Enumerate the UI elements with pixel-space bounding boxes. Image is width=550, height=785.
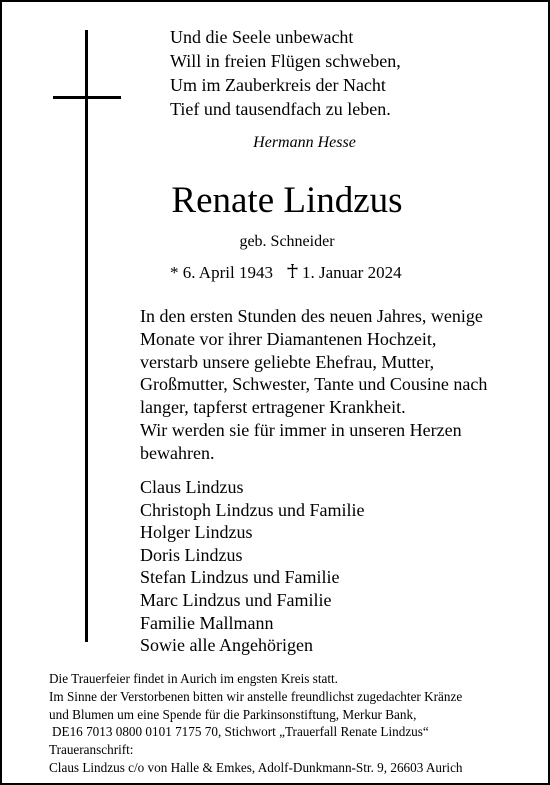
footer-line: Traueranschrift: <box>49 742 134 758</box>
birth-date: * 6. April 1943 <box>170 263 273 282</box>
announcement-line: langer, tapferst ertragener Krankheit. <box>140 397 406 418</box>
deceased-name: Renate Lindzus <box>171 180 403 221</box>
footer-line: Die Trauerfeier findet in Aurich im engsten Kreis statt. <box>49 671 338 686</box>
footer-line: Im Sinne der Verstorbenen bitten wir anstelle freundlichst zugedachter Kränze <box>49 688 463 704</box>
poem-line: Tief und tausendfach zu leben. <box>170 99 391 119</box>
life-dates <box>170 263 402 283</box>
mourner-name: Marc Lindzus und Familie <box>140 589 332 610</box>
dagger-cross-icon <box>287 264 298 283</box>
announcement-line: Großmutter, Schwester, Tante und Cousine nach <box>140 374 488 395</box>
announcement-line: Wir werden sie für immer in unseren Herzen <box>140 419 462 440</box>
poem-line: Will in freien Flügen schweben, <box>170 51 401 71</box>
poem-author: Hermann Hesse <box>253 134 356 151</box>
announcement-line: verstarb unsere geliebte Ehefrau, Mutter, <box>140 351 435 372</box>
poem-line: Um im Zauberkreis der Nacht <box>170 75 386 95</box>
funeral-information <box>2 670 550 777</box>
death-date: 1. Januar 2024 <box>301 263 402 282</box>
announcement-line: bewahren. <box>140 442 215 463</box>
mourners-list <box>140 476 365 657</box>
announcement-line: In den ersten Stunden des neuen Jahres, wenige <box>140 306 483 326</box>
mourner-name: Claus Lindzus <box>140 477 244 497</box>
cross-horizontal-bar <box>53 96 121 99</box>
mourner-name: Christoph Lindzus und Familie <box>140 499 365 520</box>
announcement-line: Monate vor ihrer Diamantenen Hochzeit, <box>140 328 437 349</box>
footer-line: DE16 7013 0800 0101 7175 70, Stichwort „Trauerfall Renate Lindzus“ <box>52 724 429 740</box>
mourner-name: Doris Lindzus <box>140 544 243 565</box>
poem <box>170 25 401 121</box>
announcement-text <box>140 305 488 465</box>
mourner-name: Holger Lindzus <box>140 522 253 543</box>
cross-vertical-bar <box>85 30 88 642</box>
mourner-name: Familie Mallmann <box>140 612 274 633</box>
mourner-name: Stefan Lindzus und Familie <box>140 567 340 588</box>
footer-line: Claus Lindzus c/o von Halle & Emkes, Adolf-Dunkmann-Str. 9, 26603 Aurich <box>49 759 463 775</box>
footer-line: und Blumen um eine Spende für die Parkinsonstiftung, Merkur Bank, <box>49 706 417 722</box>
mourner-name: Sowie alle Angehörigen <box>140 635 313 656</box>
birth-name: geb. Schneider <box>239 233 335 250</box>
poem-line: Und die Seele unbewacht <box>170 27 354 47</box>
